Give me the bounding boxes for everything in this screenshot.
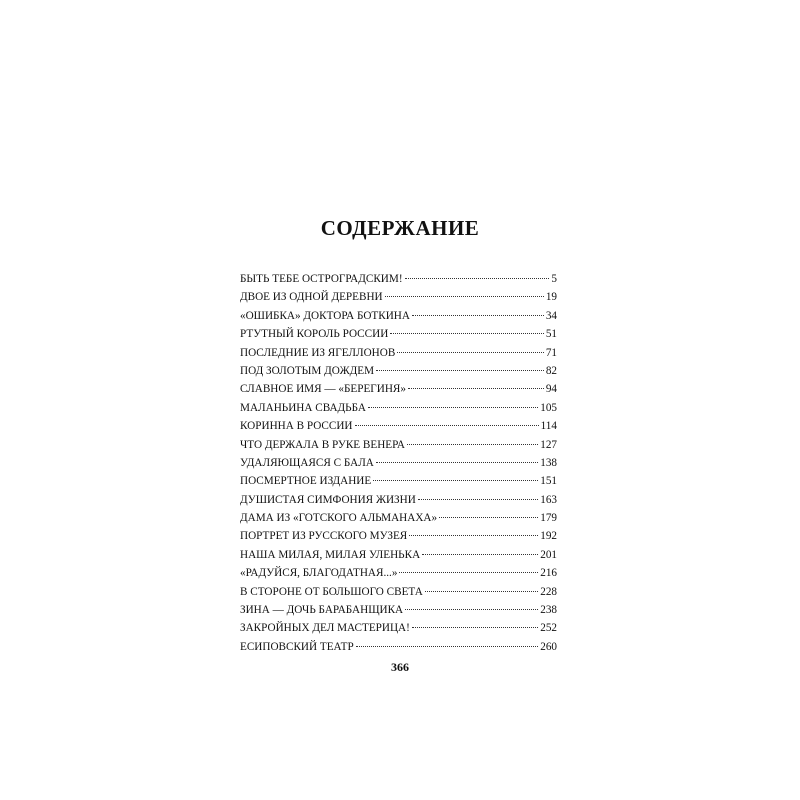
toc-entry-page: 114 xyxy=(540,420,557,433)
dot-leader xyxy=(418,499,538,500)
toc-entry-title: ДУШИСТАЯ СИМФОНИЯ ЖИЗНИ xyxy=(240,493,416,506)
dot-leader xyxy=(425,591,538,592)
dot-leader xyxy=(373,480,538,481)
toc-entry-page: 19 xyxy=(545,291,557,304)
toc-entry-title: РТУТНЫЙ КОРОЛЬ РОССИИ xyxy=(240,328,389,341)
toc-entry xyxy=(240,454,557,472)
toc-entry xyxy=(240,380,557,398)
toc-entry-page: 105 xyxy=(540,401,557,414)
toc-entry-page: 138 xyxy=(540,456,557,469)
dot-leader xyxy=(385,296,544,297)
toc-entry-title: СЛАВНОЕ ИМЯ — «БЕРЕГИНЯ» xyxy=(240,383,406,396)
toc-entry-page: 51 xyxy=(545,328,557,341)
dot-leader xyxy=(409,535,538,536)
toc-entry-title: ПОСЛЕДНИЕ ИЗ ЯГЕЛЛОНОВ xyxy=(240,346,396,359)
toc-entry xyxy=(240,344,557,362)
toc-entry-title: ДВОЕ ИЗ ОДНОЙ ДЕРЕВНИ xyxy=(240,291,383,304)
toc-entry-page: 34 xyxy=(545,309,557,322)
dot-leader xyxy=(405,278,550,279)
dot-leader xyxy=(376,462,538,463)
toc-entry xyxy=(240,564,557,582)
toc-entry-page: 216 xyxy=(540,567,557,580)
toc-entry xyxy=(240,619,557,637)
dot-leader xyxy=(405,609,538,610)
toc-entry xyxy=(240,583,557,601)
toc-entry xyxy=(240,307,557,325)
toc-entry xyxy=(240,491,557,509)
dot-leader xyxy=(399,572,538,573)
toc-entry-page: 201 xyxy=(540,548,557,561)
toc-entry-page: 179 xyxy=(540,512,557,525)
dot-leader xyxy=(376,370,544,371)
dot-leader xyxy=(407,444,538,445)
toc-entry-title: «ОШИБКА» ДОКТОРА БОТКИНА xyxy=(240,309,410,322)
dot-leader xyxy=(422,554,538,555)
toc-entry xyxy=(240,436,557,454)
toc-entry-title: ЗИНА — ДОЧЬ БАРАБАНЩИКА xyxy=(240,604,404,617)
dot-leader xyxy=(439,517,538,518)
toc-entry-page: 82 xyxy=(545,364,557,377)
toc-entry-page: 127 xyxy=(540,438,557,451)
dot-leader xyxy=(397,352,544,353)
dot-leader xyxy=(412,315,544,316)
toc-entry xyxy=(240,527,557,545)
toc-entry-page: 94 xyxy=(545,383,557,396)
toc-entry xyxy=(240,417,557,435)
dot-leader xyxy=(412,627,538,628)
toc-entry-title: УДАЛЯЮЩАЯСЯ С БАЛА xyxy=(240,456,374,469)
toc-entry xyxy=(240,472,557,490)
toc-entry-page: 71 xyxy=(545,346,557,359)
dot-leader xyxy=(408,388,544,389)
toc-entry-title: МАЛАНЬИНА СВАДЬБА xyxy=(240,401,366,414)
toc-list xyxy=(240,270,557,656)
toc-entry xyxy=(240,399,557,417)
toc-entry-page: 163 xyxy=(540,493,557,506)
toc-entry-page: 260 xyxy=(540,640,557,653)
toc-entry-page: 238 xyxy=(540,604,557,617)
toc-entry-page: 252 xyxy=(540,622,557,635)
toc-entry xyxy=(240,325,557,343)
toc-entry-title: ДАМА ИЗ «ГОТСКОГО АЛЬМАНАХА» xyxy=(240,512,438,525)
toc-entry xyxy=(240,362,557,380)
toc-entry xyxy=(240,288,557,306)
page-number: 366 xyxy=(391,660,409,674)
toc-entry-title: «РАДУЙСЯ, БЛАГОДАТНАЯ...» xyxy=(240,567,398,580)
toc-entry-page: 151 xyxy=(540,475,557,488)
dot-leader xyxy=(368,407,538,408)
toc-entry-title: ПОСМЕРТНОЕ ИЗДАНИЕ xyxy=(240,475,372,488)
toc-entry-page: 5 xyxy=(551,273,557,285)
toc-entry-title: В СТОРОНЕ ОТ БОЛЬШОГО СВЕТА xyxy=(240,585,423,598)
toc-entry-title: ПОД ЗОЛОТЫМ ДОЖДЕМ xyxy=(240,364,375,377)
toc-entry-page: 228 xyxy=(540,585,557,598)
toc-entry xyxy=(240,601,557,619)
toc-entry-title: БЫТЬ ТЕБЕ ОСТРОГРАДСКИМ! xyxy=(240,273,403,285)
dot-leader xyxy=(390,333,544,334)
toc-entry xyxy=(240,546,557,564)
toc-heading: СОДЕРЖАНИЕ xyxy=(320,216,480,240)
toc-entry xyxy=(240,509,557,527)
toc-entry-page: 192 xyxy=(540,530,557,543)
toc-entry xyxy=(240,270,557,288)
toc-entry-title: КОРИННА В РОССИИ xyxy=(240,420,353,433)
dot-leader xyxy=(355,425,539,426)
dot-leader xyxy=(356,646,539,647)
toc-entry xyxy=(240,638,557,656)
toc-entry-title: ЕСИПОВСКИЙ ТЕАТР xyxy=(240,640,354,653)
toc-entry-title: НАША МИЛАЯ, МИЛАЯ УЛЕНЬКА xyxy=(240,548,421,561)
toc-entry-title: ЧТО ДЕРЖАЛА В РУКЕ ВЕНЕРА xyxy=(240,438,405,451)
toc-entry-title: ЗАКРОЙНЫХ ДЕЛ МАСТЕРИЦА! xyxy=(240,622,410,635)
toc-entry-title: ПОРТРЕТ ИЗ РУССКОГО МУЗЕЯ xyxy=(240,530,408,543)
